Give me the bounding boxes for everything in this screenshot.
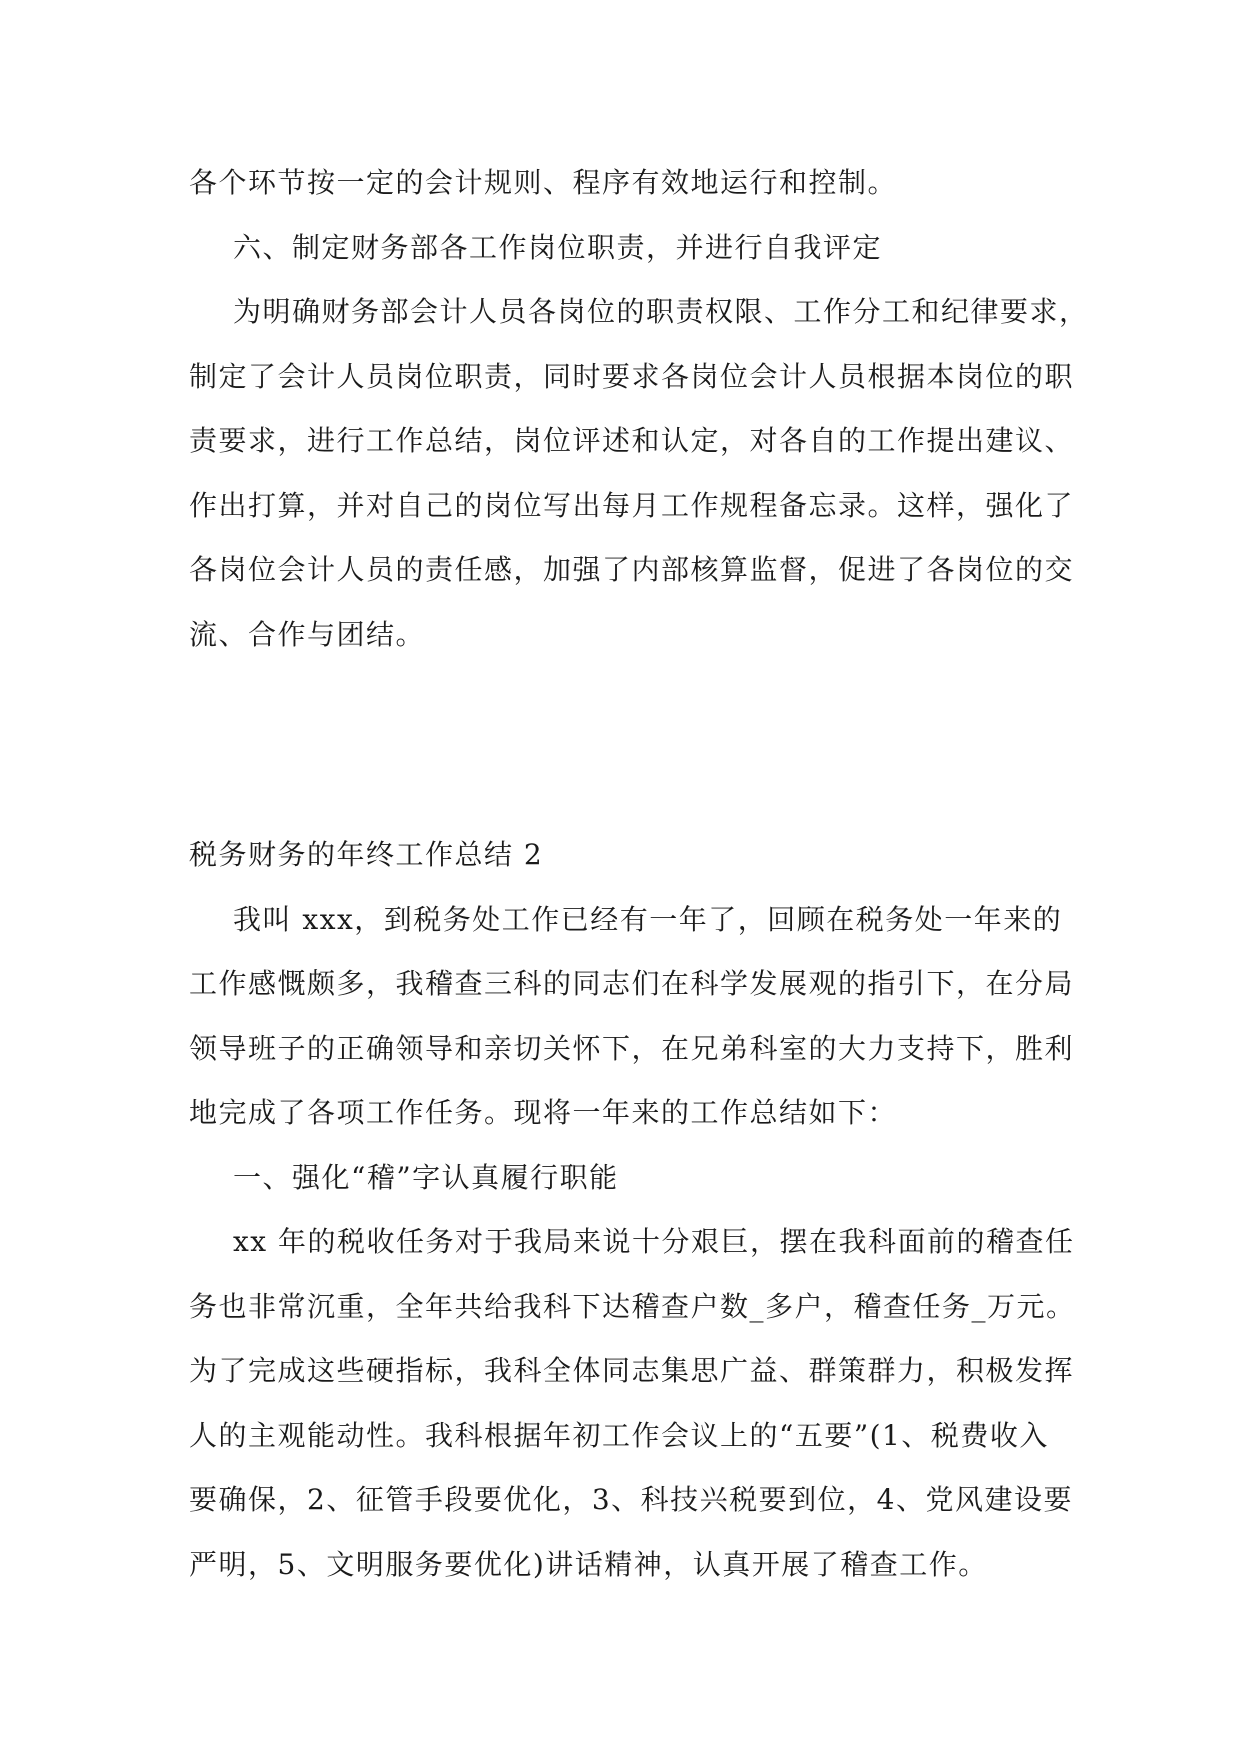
paragraph-line: 我叫 xxx，到税务处工作已经有一年了，回顾在税务处一年来的 bbox=[233, 902, 1063, 936]
paragraph-line: 为了完成这些硬指标，我科全体同志集思广益、群策群力，积极发挥 bbox=[189, 1354, 1075, 1387]
paragraph-line: xx 年的税收任务对于我局来说十分艰巨，摆在我科面前的稽查任 bbox=[233, 1225, 1075, 1258]
section-1 bbox=[189, 151, 1089, 667]
section-heading: 六、制定财务部各工作岗位职责，并进行自我评定 bbox=[233, 230, 883, 264]
paragraph-line: 人的主观能动性。我科根据年初工作会议上的“五要”(1、税费收入 bbox=[189, 1418, 1049, 1452]
paragraph-line: 务也非常沉重，全年共给我科下达稽查户数_多户，稽查任务_万元。 bbox=[189, 1289, 1076, 1323]
section-heading: 一、强化“稽”字认真履行职能 bbox=[233, 1160, 619, 1194]
paragraph-line: 作出打算，并对自己的岗位写出每月工作规程备忘录。这样，强化了 bbox=[189, 488, 1075, 522]
paragraph-line: 工作感慨颇多，我稽查三科的同志们在科学发展观的指引下，在分局 bbox=[189, 967, 1075, 1000]
paragraph-line: 领导班子的正确领导和亲切关怀下，在兄弟科室的大力支持下，胜利 bbox=[189, 1031, 1075, 1065]
paragraph-line: 责要求，进行工作总结，岗位评述和认定，对各自的工作提出建议、 bbox=[189, 424, 1075, 457]
paragraph-line: 为明确财务部会计人员各岗位的职责权限、工作分工和纪律要求， bbox=[233, 295, 1089, 328]
paragraph-line: 要确保，2、征管手段要优化，3、科技兴税要到位，4、党风建设要 bbox=[189, 1483, 1073, 1516]
section-2 bbox=[189, 823, 1076, 1597]
paragraph-line: 地完成了各项工作任务。现将一年来的工作总结如下： bbox=[189, 1096, 898, 1129]
paragraph-line: 制定了会计人员岗位职责，同时要求各岗位会计人员根据本岗位的职 bbox=[189, 359, 1075, 393]
paragraph-line: 各岗位会计人员的责任感，加强了内部核算监督，促进了各岗位的交 bbox=[189, 553, 1075, 586]
document-title: 税务财务的年终工作总结 2 bbox=[189, 838, 544, 871]
paragraph-line: 严明，5、文明服务要优化)讲话精神，认真开展了稽查工作。 bbox=[189, 1547, 988, 1581]
paragraph-line: 各个环节按一定的会计规则、程序有效地运行和控制。 bbox=[189, 166, 898, 199]
paragraph-line: 流、合作与团结。 bbox=[189, 617, 426, 651]
